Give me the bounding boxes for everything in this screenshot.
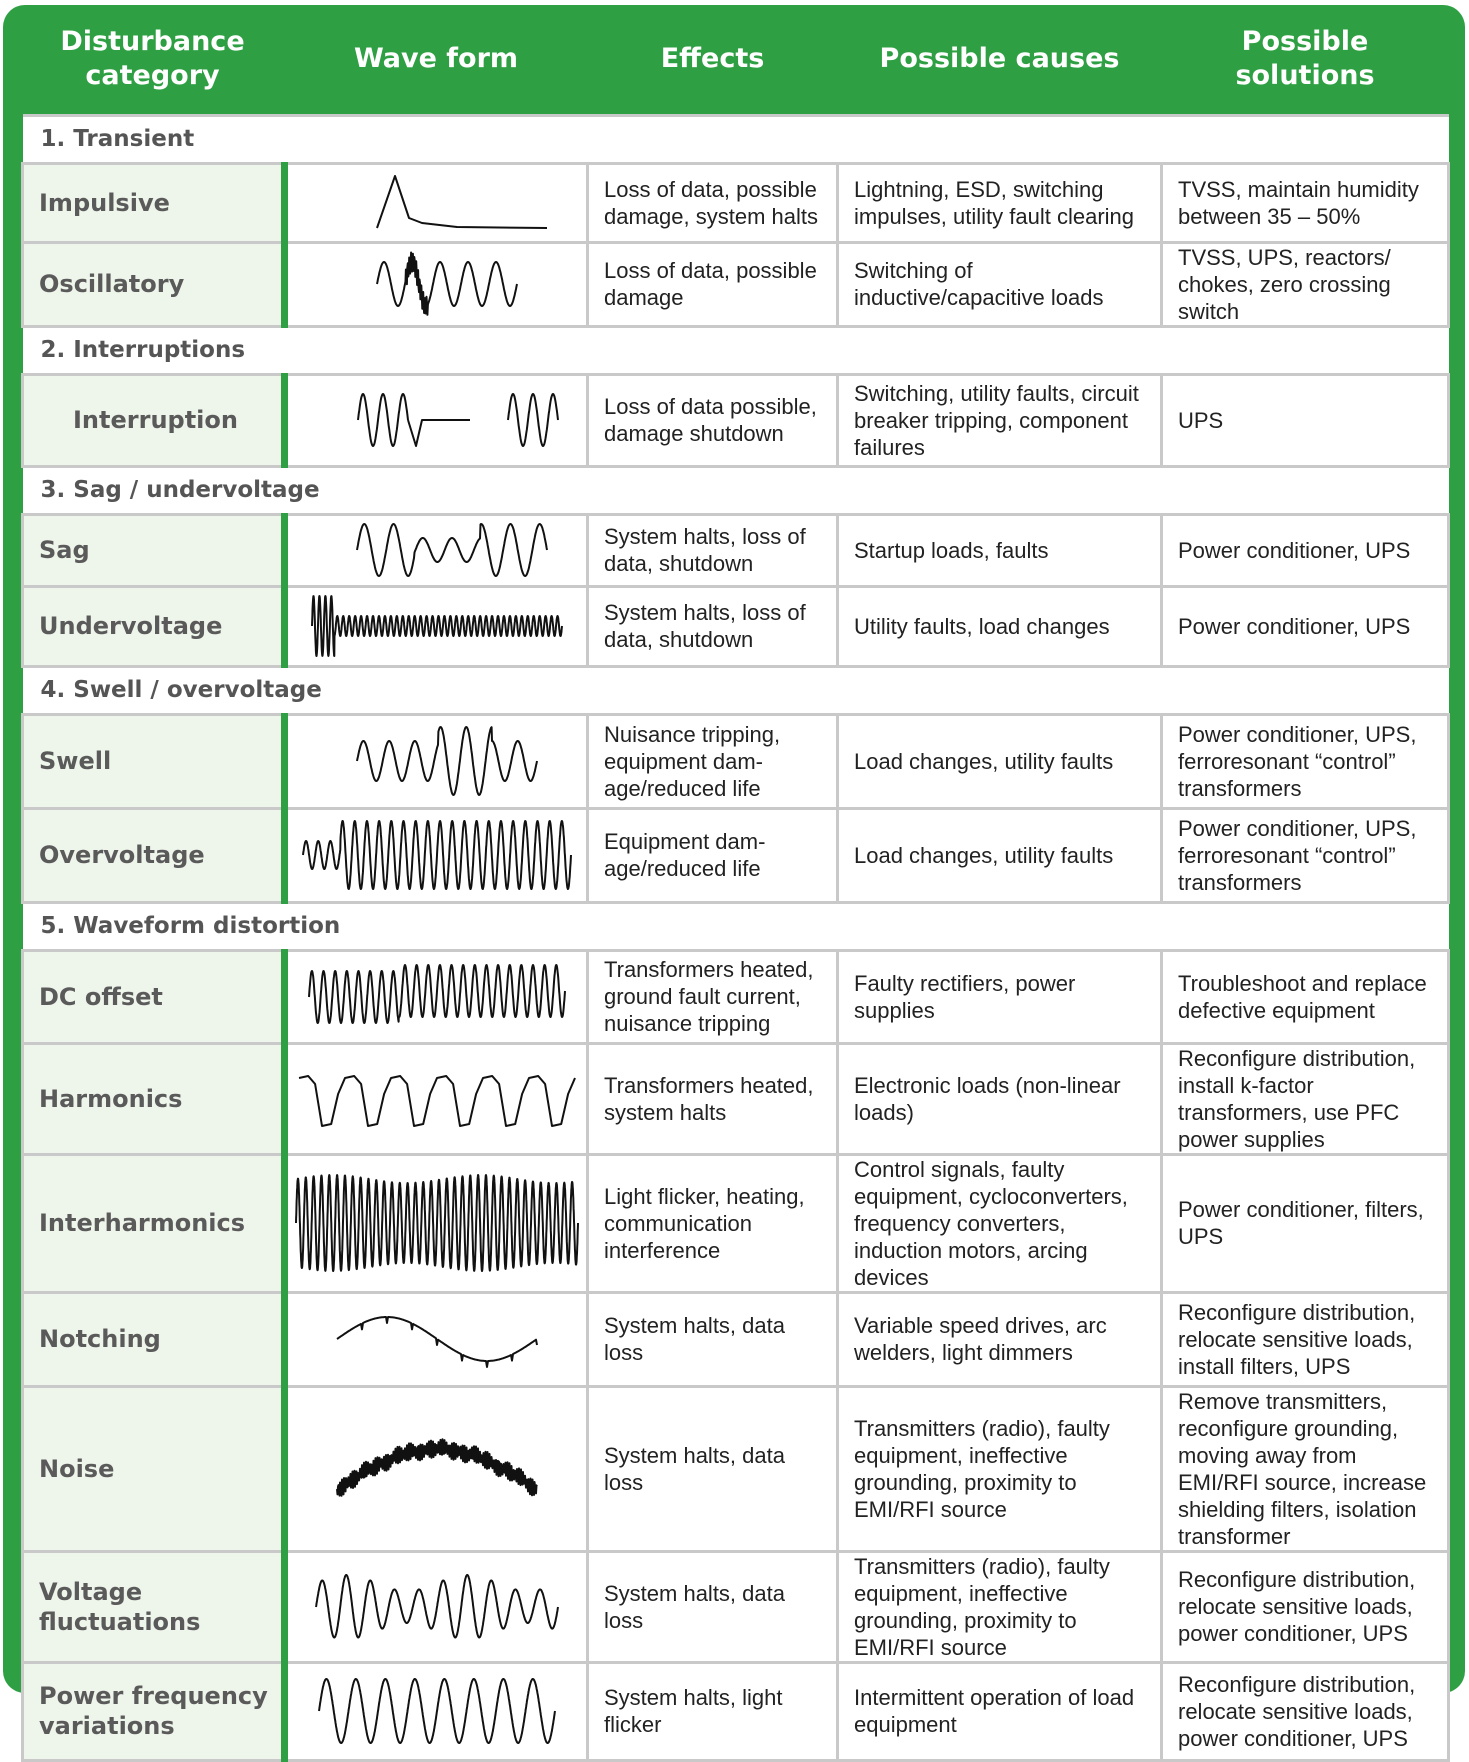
causes-cell: Load changes, utility faults (838, 714, 1162, 808)
section-title: 5. Waveform distortion (23, 902, 1449, 950)
category-cell: Noise (23, 1386, 285, 1551)
disturbance-table (21, 5, 1450, 1762)
header-category: Disturbance category (60, 26, 245, 92)
table-row (23, 1043, 1449, 1154)
effects-cell: Equipment dam-age/reduced life (588, 808, 838, 902)
causes-cell: Switching, utility faults, circuit breaker tripping, component failures (838, 374, 1162, 466)
effects-cell: Transformers heated, system halts (588, 1043, 838, 1154)
interharmonics-wave-icon (292, 1170, 582, 1276)
table-row (23, 1551, 1449, 1662)
causes-cell: Utility faults, load changes (838, 586, 1162, 666)
solutions-cell: Reconfigure distribution, relocate sensitive loads, power conditioner, UPS (1162, 1551, 1449, 1662)
solutions-cell: Power conditioner, filters, UPS (1162, 1154, 1449, 1292)
table-row (23, 374, 1449, 466)
interruption-wave-icon (312, 382, 562, 458)
power-frequency-variations-wave-icon (309, 1669, 565, 1753)
causes-cell: Faulty rectifiers, power supplies (838, 950, 1162, 1043)
waveform-cell (285, 374, 588, 466)
section-heading (23, 902, 1449, 950)
waveform-cell (285, 714, 588, 808)
solutions-cell: Power conditioner, UPS, ferroresonant “control” transformers (1162, 714, 1449, 808)
solutions-cell: Troubleshoot and replace defective equipment (1162, 950, 1449, 1043)
section-heading (23, 666, 1449, 714)
header-effects: Effects (660, 43, 765, 75)
causes-cell: Lightning, ESD, switching impulses, utility fault clearing (838, 163, 1162, 242)
waveform-cell (285, 1551, 588, 1662)
notching-wave-icon (317, 1304, 557, 1374)
header-row (23, 5, 1449, 115)
table-row (23, 514, 1449, 586)
category-cell: Sag (23, 514, 285, 586)
table-row (23, 950, 1449, 1043)
section-heading (23, 115, 1449, 163)
solutions-cell: UPS (1162, 374, 1449, 466)
causes-cell: Variable speed drives, arc welders, light dimmers (838, 1292, 1162, 1386)
dc-offset-wave-icon (299, 959, 575, 1035)
sag-wave-icon (317, 517, 557, 583)
section-title: 1. Transient (23, 115, 1449, 163)
solutions-cell: Power conditioner, UPS, ferroresonant “control” transformers (1162, 808, 1449, 902)
causes-cell: Electronic loads (non-linear loads) (838, 1043, 1162, 1154)
section-heading (23, 326, 1449, 374)
effects-cell: System halts, loss of data, shutdown (588, 514, 838, 586)
waveform-cell (285, 1662, 588, 1760)
header-solutions: Possible solutions (1235, 26, 1375, 92)
noise-wave-icon (317, 1419, 557, 1519)
undervoltage-wave-icon (302, 591, 572, 661)
table-row (23, 808, 1449, 902)
category-cell: Interharmonics (23, 1154, 285, 1292)
category-cell: Undervoltage (23, 586, 285, 666)
causes-cell: Control signals, faulty equipment, cycloconverters, frequency converters, induction motors, arcing devices (838, 1154, 1162, 1292)
effects-cell: System halts, light flicker (588, 1662, 838, 1760)
disturbance-table-panel (3, 5, 1465, 1751)
waveform-cell (285, 163, 588, 242)
effects-cell: System halts, loss of data, shutdown (588, 586, 838, 666)
table-row (23, 586, 1449, 666)
swell-wave-icon (317, 721, 557, 801)
header-waveform: Wave form (353, 43, 519, 75)
waveform-cell (285, 1386, 588, 1551)
effects-cell: Loss of data, possible damage (588, 242, 838, 326)
waveform-cell (285, 242, 588, 326)
causes-cell: Transmitters (radio), faulty equipment, ineffective grounding, proximity to EMI/RFI source (838, 1386, 1162, 1551)
waveform-cell (285, 1154, 588, 1292)
effects-cell: Loss of data possible, damage shutdown (588, 374, 838, 466)
waveform-cell (285, 586, 588, 666)
category-cell (23, 374, 285, 466)
category-cell: Impulsive (23, 163, 285, 242)
category-cell: Swell (23, 714, 285, 808)
header-causes: Possible causes (879, 43, 1120, 75)
effects-cell: System halts, data loss (588, 1292, 838, 1386)
waveform-cell (285, 1043, 588, 1154)
solutions-cell: Power conditioner, UPS (1162, 586, 1449, 666)
causes-cell: Intermittent operation of load equipment (838, 1662, 1162, 1760)
category-label: Interruption (73, 406, 238, 434)
table-row (23, 1292, 1449, 1386)
category-cell: DC offset (23, 950, 285, 1043)
effects-cell: System halts, data loss (588, 1551, 838, 1662)
waveform-cell (285, 808, 588, 902)
waveform-cell (285, 514, 588, 586)
table-row (23, 714, 1449, 808)
table-row (23, 1154, 1449, 1292)
table-row (23, 1662, 1449, 1760)
table-row (23, 242, 1449, 326)
solutions-cell: Power conditioner, UPS (1162, 514, 1449, 586)
solutions-cell: Reconfigure distribution, relocate sensitive loads, power conditioner, UPS (1162, 1662, 1449, 1760)
solutions-cell: TVSS, UPS, reactors/ chokes, zero crossing switch (1162, 242, 1449, 326)
category-cell: Voltage fluctuations (23, 1551, 285, 1662)
category-cell: Harmonics (23, 1043, 285, 1154)
category-cell: Power frequency variations (23, 1662, 285, 1760)
table-row (23, 1386, 1449, 1551)
solutions-cell: TVSS, maintain humidity between 35 – 50% (1162, 163, 1449, 242)
section-title: 4. Swell / overvoltage (23, 666, 1449, 714)
table-row (23, 163, 1449, 242)
impulsive-wave-icon (317, 168, 557, 238)
causes-cell: Switching of inductive/capacitive loads (838, 242, 1162, 326)
section-title: 3. Sag / undervoltage (23, 466, 1449, 514)
section-title: 2. Interruptions (23, 326, 1449, 374)
waveform-cell (285, 950, 588, 1043)
harmonics-wave-icon (294, 1064, 580, 1134)
causes-cell: Startup loads, faults (838, 514, 1162, 586)
waveform-cell (285, 1292, 588, 1386)
voltage-fluctuations-wave-icon (306, 1567, 568, 1647)
section-heading (23, 466, 1449, 514)
overvoltage-wave-icon (295, 815, 579, 895)
category-cell: Overvoltage (23, 808, 285, 902)
effects-cell: System halts, data loss (588, 1386, 838, 1551)
effects-cell: Transformers heated, ground fault current, nuisance tripping (588, 950, 838, 1043)
solutions-cell: Remove transmitters, reconfigure grounding, moving away from EMI/RFI source, increase shielding filters, isolation transformer (1162, 1386, 1449, 1551)
causes-cell: Load changes, utility faults (838, 808, 1162, 902)
category-cell: Oscillatory (23, 242, 285, 326)
effects-cell: Loss of data, possible damage, system halts (588, 163, 838, 242)
effects-cell: Light flicker, heating, communication interference (588, 1154, 838, 1292)
solutions-cell: Reconfigure distribution, install k-factor transformers, use PFC power supplies (1162, 1043, 1449, 1154)
category-cell: Notching (23, 1292, 285, 1386)
causes-cell: Transmitters (radio), faulty equipment, ineffective grounding, proximity to EMI/RFI source (838, 1551, 1162, 1662)
oscillatory-wave-icon (317, 249, 557, 319)
solutions-cell: Reconfigure distribution, relocate sensitive loads, install filters, UPS (1162, 1292, 1449, 1386)
effects-cell: Nuisance tripping, equipment dam-age/reduced life (588, 714, 838, 808)
